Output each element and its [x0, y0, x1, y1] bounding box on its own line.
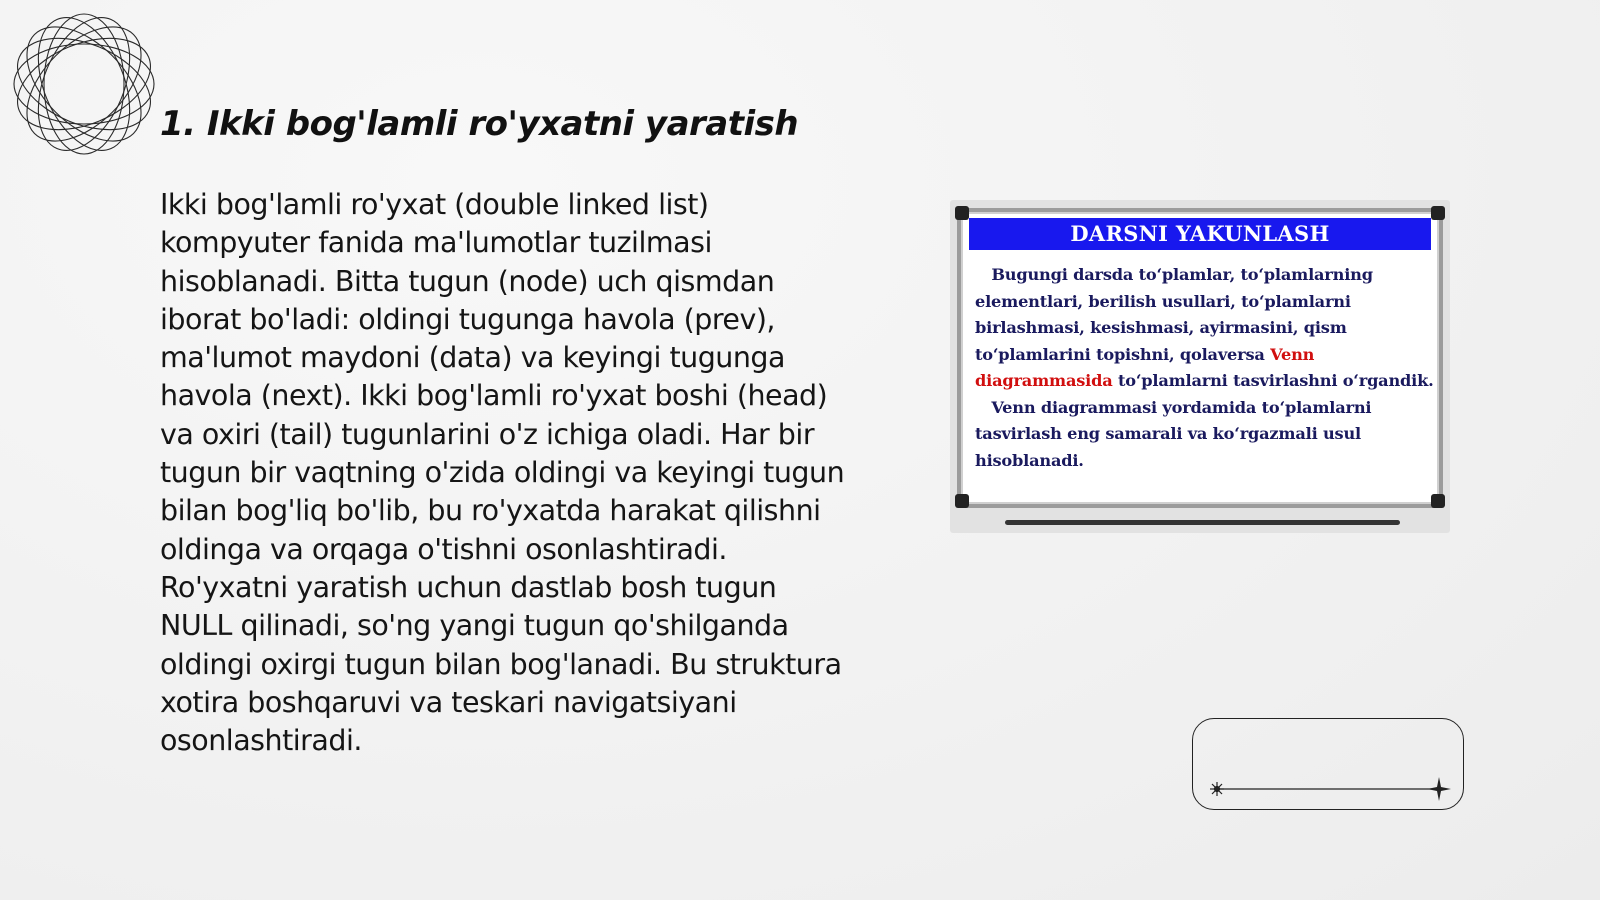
decorative-nav-box — [1192, 718, 1464, 810]
board-paragraph-2: Venn diagrammasi yordamida to‘plamlarni tasvirlash eng samarali va ko‘rgazmali usul hisoblanadi. — [975, 397, 1372, 470]
board-paragraph-1: Bugungi darsda to‘plamlar, to‘plamlarning elementlari, berilish usullari, to‘plamlarni birlashmasi, kesishmasi, ayirmasini, qism to‘plamlarini topishni, qolaversa — [975, 265, 1373, 364]
sparkle-icon — [1210, 782, 1224, 796]
board-corner — [955, 494, 969, 508]
whiteboard-frame — [957, 208, 1443, 508]
board-corner — [1431, 494, 1445, 508]
whiteboard-image — [950, 200, 1450, 533]
slide-title: 1. Ikki bog'lamli ro'yxatni yaratish — [160, 104, 799, 144]
board-corner — [1431, 206, 1445, 220]
star-icon — [1427, 777, 1451, 801]
spirograph-circle-icon — [10, 10, 158, 158]
nav-line — [1193, 719, 1465, 811]
board-tray — [1005, 520, 1400, 525]
board-paragraph-1-end: to‘plamlarni tasvirlashni o‘rgandik. — [1117, 371, 1434, 390]
slide-body-text: Ikki bog'lamli ro'yxat (double linked list) kompyuter fanida ma'lumotlar tuzilmasi hisoblanadi. Bitta tugun (node) uch qismdan iborat bo'ladi: oldingi tugunga havola (prev), ma'lumot maydoni (data) va keyingi tugunga havola (next). Ikki bog'lamli ro'yxat boshi (head) va oxiri (tail) tugunlarini o'z ichiga oladi. Har bir tugun bir vaqtning o'zida oldingi va keyingi tugun bilan bog'liq bo'lib, bu ro'yxatda harakat qilishni oldinga va orqaga o'tishni osonlashtiradi. Ro'yxatni yaratish uchun dastlab bosh tugun NULL qilinadi, so'ng yangi tugun qo'shilganda oldingi oxirgi tugun bilan bog'lanadi. Bu struktura xotira boshqaruvi va teskari navigatsiyani osonlashtiradi. — [160, 188, 845, 758]
board-content — [975, 262, 1435, 474]
board-header: DARSNI YAKUNLASH — [969, 218, 1431, 250]
board-corner — [955, 206, 969, 220]
board-highlight-venn: Venn diagrammasida — [975, 344, 1315, 390]
